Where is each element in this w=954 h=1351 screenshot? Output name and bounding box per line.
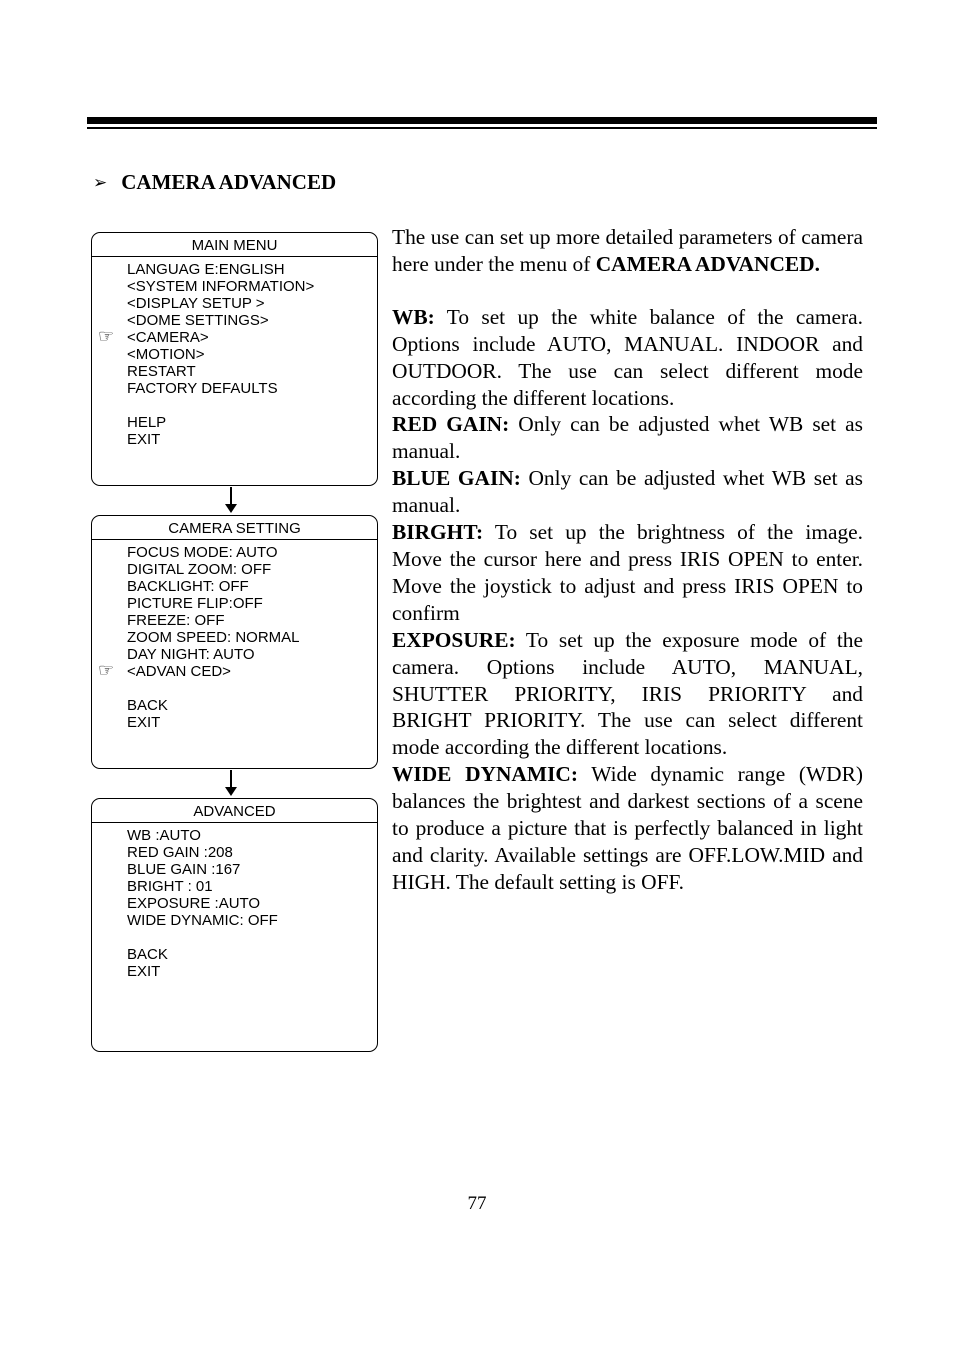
menu-item-label: <SYSTEM INFORMATION> [127, 278, 315, 295]
menu-item[interactable] [127, 363, 377, 380]
menu-item[interactable] [127, 261, 377, 278]
menu-item[interactable] [127, 414, 377, 431]
menu-item-label: ZOOM SPEED: NORMAL [127, 629, 300, 646]
exposure-paragraph: EXPOSURE: To set up the exposure mode of the camera. Options include AUTO, MANUAL, SHUTTER PRIORITY, IRIS PRIORITY and BRIGHT PRIORITY. The use can select different mode according the different locations. [392, 627, 863, 760]
blue-gain-paragraph: BLUE GAIN: Only can be adjusted whet WB set as manual. [392, 466, 863, 518]
menu-item-label: <ADVAN CED> [127, 663, 231, 680]
menu-item-label: RED GAIN :208 [127, 844, 233, 861]
menu-item[interactable] [127, 544, 377, 561]
menu-item[interactable] [127, 380, 377, 397]
menu-item-label: EXIT [127, 963, 161, 980]
camera-setting-items [92, 540, 377, 731]
menu-item-label: HELP [127, 414, 167, 431]
menu-item-label: <MOTION> [127, 346, 205, 363]
menu-item-label: LANGUAG E:ENGLISH [127, 261, 285, 278]
menu-item[interactable] [127, 578, 377, 595]
menu-item-label: EXPOSURE :AUTO [127, 895, 261, 912]
menu-item-label: BACK [127, 946, 168, 963]
menu-item-label: RESTART [127, 363, 196, 380]
menu-item[interactable] [127, 629, 377, 646]
menu-item-label: FACTORY DEFAULTS [127, 380, 278, 397]
menu-item[interactable] [127, 278, 377, 295]
menu-spacer [127, 680, 377, 697]
menu-item-label: <DISPLAY SETUP > [127, 295, 265, 312]
menu-item[interactable] [127, 312, 377, 329]
menu-item-label: EXIT [127, 714, 161, 731]
page-number: 77 [467, 1193, 487, 1214]
flow-arrow-down-icon [224, 770, 238, 797]
menu-item[interactable] [127, 697, 377, 714]
menu-item-label: BACK [127, 697, 168, 714]
menu-item-label: <CAMERA> [127, 329, 209, 346]
wide-dynamic-paragraph: WIDE DYNAMIC: Wide dynamic range (WDR) balances the brightest and darkest sections of a scene to produce a picture that is perfectly balanced in light and clarity. Available settings are OFF.LOW.MID and HIGH. The default setting is OFF. [392, 762, 863, 894]
menu-item[interactable] [127, 612, 377, 629]
menu-item-label: <DOME SETTINGS> [127, 312, 269, 329]
wb-paragraph: WB: To set up the white balance of the camera. Options include AUTO, MANUAL. INDOOR and OUTDOOR. The use can select different mode according the different locations. [392, 304, 863, 410]
menu-item-label: FREEZE: OFF [127, 612, 225, 629]
menu-spacer [127, 397, 377, 414]
menu-item-label: FOCUS MODE: AUTO [127, 544, 278, 561]
header-rule-thin [87, 127, 877, 129]
menu-item-label: PICTURE FLIP:OFF [127, 595, 263, 612]
menu-item[interactable] [127, 714, 377, 731]
menu-item-label: BACKLIGHT: OFF [127, 578, 249, 595]
menu-item[interactable] [127, 878, 377, 895]
header-rule-thick [87, 117, 877, 124]
menu-spacer [127, 929, 377, 946]
menu-item-label: BLUE GAIN :167 [127, 861, 241, 878]
menu-item[interactable] [127, 946, 377, 963]
menu-item-label: WIDE DYNAMIC: OFF [127, 912, 278, 929]
advanced-panel [91, 798, 378, 1052]
menu-item-label: EXIT [127, 431, 161, 448]
bright-paragraph: BIRGHT: To set up the brightness of the image. Move the cursor here and press IRIS OPEN to enter. Move the joystick to adjust and press IRIS OPEN to confirm [392, 520, 863, 625]
menu-item[interactable] [127, 827, 377, 844]
main-menu-panel [91, 232, 378, 486]
menu-item-label: WB :AUTO [127, 827, 201, 844]
camera-setting-panel [91, 515, 378, 769]
menu-item[interactable] [127, 295, 377, 312]
camera-setting-title: CAMERA SETTING [92, 516, 377, 540]
menu-item[interactable] [127, 431, 377, 448]
menu-item[interactable] [127, 561, 377, 578]
flow-arrow-down-icon [224, 487, 238, 514]
pointing-hand-icon: ☞ [98, 326, 115, 347]
red-gain-paragraph: RED GAIN: Only can be adjusted whet WB set as manual. [392, 412, 864, 464]
menu-item[interactable] [127, 646, 377, 663]
arrowhead-bullet-icon: ➢ [93, 172, 108, 192]
menu-item-label: DAY NIGHT: AUTO [127, 646, 255, 663]
pointing-hand-icon: ☞ [98, 660, 115, 681]
menu-item[interactable] [127, 595, 377, 612]
menu-item[interactable] [98, 660, 377, 681]
advanced-title: ADVANCED [92, 799, 377, 823]
description-column [392, 224, 863, 896]
advanced-items [92, 823, 377, 980]
menu-item-label: BRIGHT : 01 [127, 878, 213, 895]
menu-item[interactable] [127, 963, 377, 980]
menu-item[interactable] [127, 346, 377, 363]
menu-item[interactable] [127, 895, 377, 912]
main-menu-title: MAIN MENU [92, 233, 377, 257]
section-heading [93, 170, 336, 195]
menu-item[interactable] [127, 861, 377, 878]
section-heading-text: CAMERA ADVANCED [121, 170, 337, 194]
menu-item[interactable] [127, 844, 377, 861]
main-menu-items [92, 257, 377, 448]
menu-item-label: DIGITAL ZOOM: OFF [127, 561, 272, 578]
intro-paragraph: The use can set up more detailed parameters of camera here under the menu of CAMERA ADVANCED. [392, 225, 863, 276]
menu-item[interactable] [127, 912, 377, 929]
menu-item[interactable] [98, 326, 377, 347]
